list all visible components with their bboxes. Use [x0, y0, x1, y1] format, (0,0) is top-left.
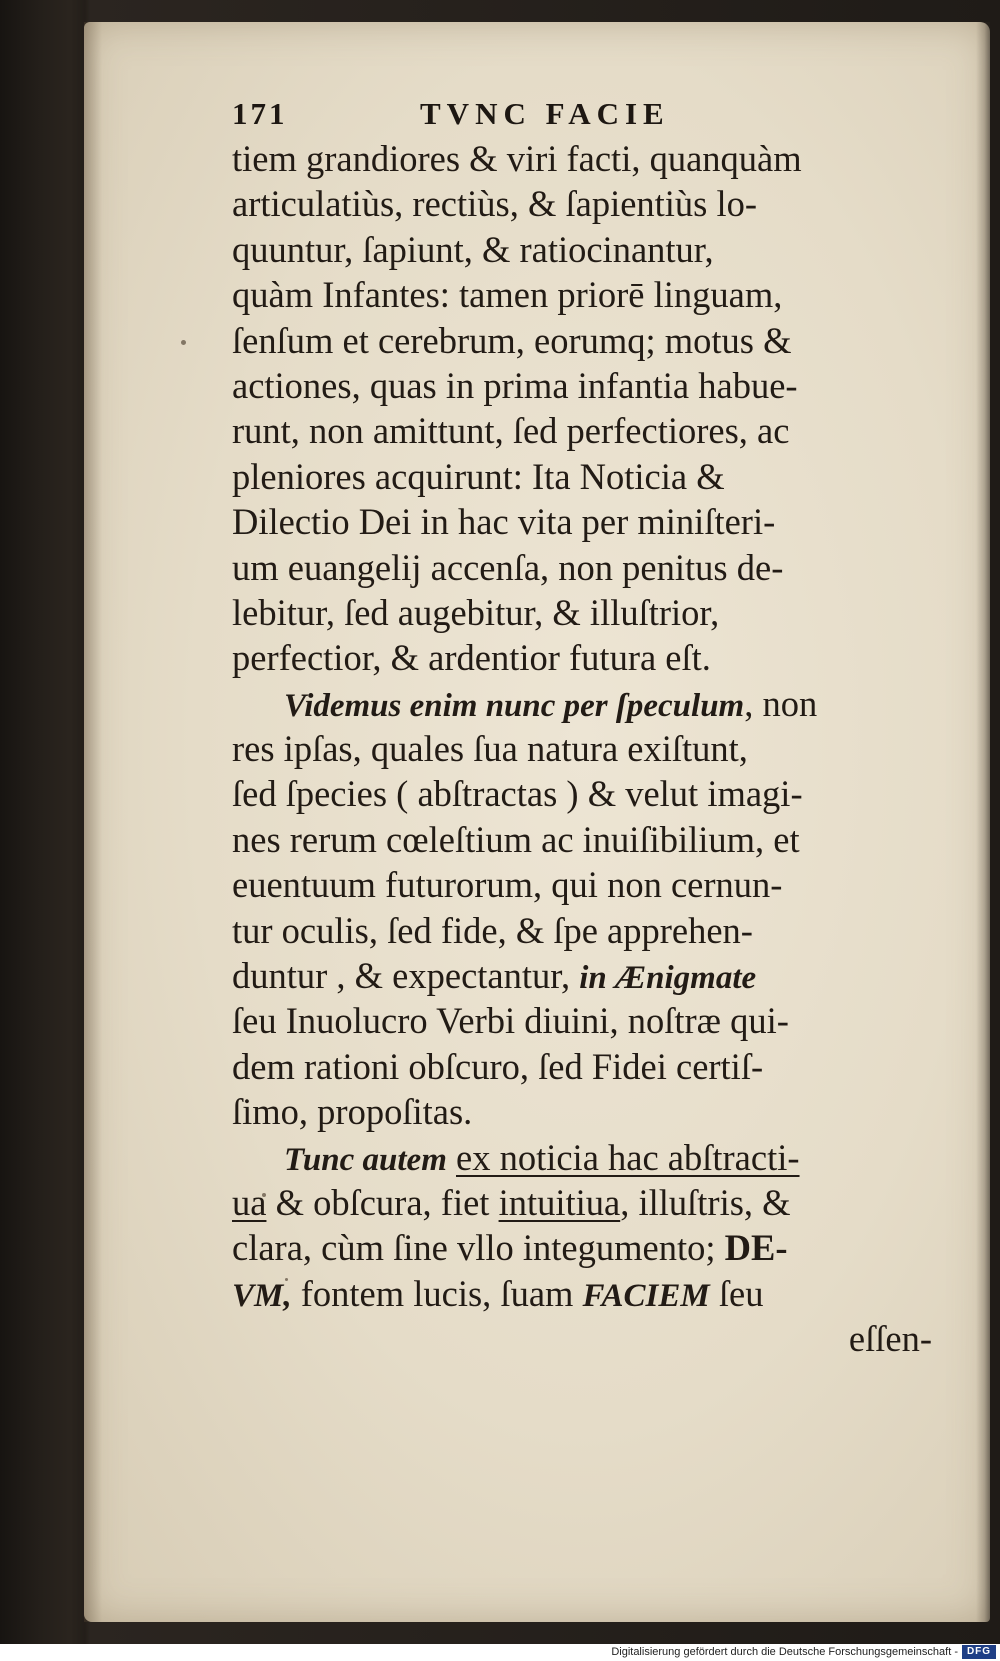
- text-line: ſenſum et cerebrum, eorumq; motus &: [232, 319, 792, 361]
- caps-phrase: VM,: [232, 1277, 292, 1314]
- page-header: [232, 96, 932, 136]
- text-run: duntur , & expectantur,: [232, 955, 571, 997]
- text-line: tur oculis, ſed fide, & ſpe apprehen-: [232, 909, 753, 951]
- text-line: perfectior, & ardentior futura eſt.: [232, 637, 711, 679]
- text-run: , non: [744, 682, 818, 724]
- text-line: [232, 953, 932, 998]
- text-line: ſed ſpecies ( abſtractas ) & velut imagi-: [232, 773, 803, 815]
- text-line: [232, 1271, 932, 1316]
- italic-phrase: in Ænigmate: [579, 960, 757, 997]
- text-line: quuntur, ſapiunt, & ratiocinantur,: [232, 228, 714, 270]
- dfg-logo: DFG: [962, 1645, 996, 1659]
- text-line: articulatiùs, rectiùs, & ſapientiùs lo-: [232, 183, 758, 225]
- paragraph-3-line-1: [232, 1135, 932, 1180]
- text-run: ſeu: [718, 1272, 764, 1314]
- text-line: ſeu Inuolucro Verbi diuini, noſtræ qui-: [232, 1000, 789, 1042]
- text-line: runt, non amittunt, ſed perfectiores, ac: [232, 410, 790, 452]
- text-line: pleniores acquirunt: Ita Noticia &: [232, 455, 725, 497]
- text-line: [232, 1225, 932, 1270]
- text-run: & obſcura, fiet: [275, 1181, 490, 1223]
- text-line: tiem grandiores & viri facti, quanquàm: [232, 138, 802, 179]
- page-edge-shadow: [976, 22, 990, 1622]
- text-line: dem rationi obſcuro, ſed Fidei certiſ-: [232, 1045, 764, 1087]
- underlined-phrase: ex noticia hac abſtracti-: [456, 1136, 800, 1178]
- text-line: nes rerum cœleſtium ac inuiſibilium, et: [232, 818, 800, 860]
- text-line: Dilectio Dei in hac vita per miniſteri-: [232, 501, 776, 543]
- page-number: 171: [232, 96, 288, 131]
- text-line: lebitur, ſed augebitur, & illuſtrior,: [232, 591, 720, 633]
- italic-phrase: Videmus enim nunc per ſpeculum: [284, 687, 745, 724]
- footer-credit: Digitalisierung gefördert durch die Deutsche Forschungsgemeinschaft -: [611, 1646, 958, 1658]
- ink-speck: [181, 340, 186, 345]
- text-line: quàm Infantes: tamen priorē linguam,: [232, 274, 783, 316]
- text-line: res ipſas, quales ſua natura exiſtunt,: [232, 728, 748, 770]
- italic-phrase: Tunc autem: [284, 1141, 447, 1178]
- paragraph-2-line-1: [232, 681, 932, 726]
- text-line: actiones, quas in prima infantia habue-: [232, 364, 798, 406]
- text-line: ſimo, propoſitas.: [232, 1091, 473, 1133]
- running-head: TVNC FACIE: [420, 96, 670, 131]
- catchword: eſſen-: [848, 1318, 932, 1360]
- body-text: [232, 136, 932, 1362]
- underlined-phrase: intuitiua: [498, 1181, 621, 1223]
- caps-phrase: FACIEM: [582, 1277, 710, 1314]
- text-line: um euangelij accenſa, non penitus de-: [232, 546, 784, 588]
- text-run: fontem lucis, ſuam: [300, 1272, 574, 1314]
- text-line: euentuum futurorum, qui non cernun-: [232, 864, 783, 906]
- caps-phrase: DE-: [724, 1227, 788, 1269]
- text-run: clara, cùm ſine vllo integumento;: [232, 1227, 716, 1269]
- page-gutter-shadow: [84, 22, 102, 1622]
- underlined-phrase: ua: [232, 1181, 267, 1223]
- text-line: [232, 1180, 932, 1225]
- text-run: , illuſtris, &: [620, 1181, 791, 1223]
